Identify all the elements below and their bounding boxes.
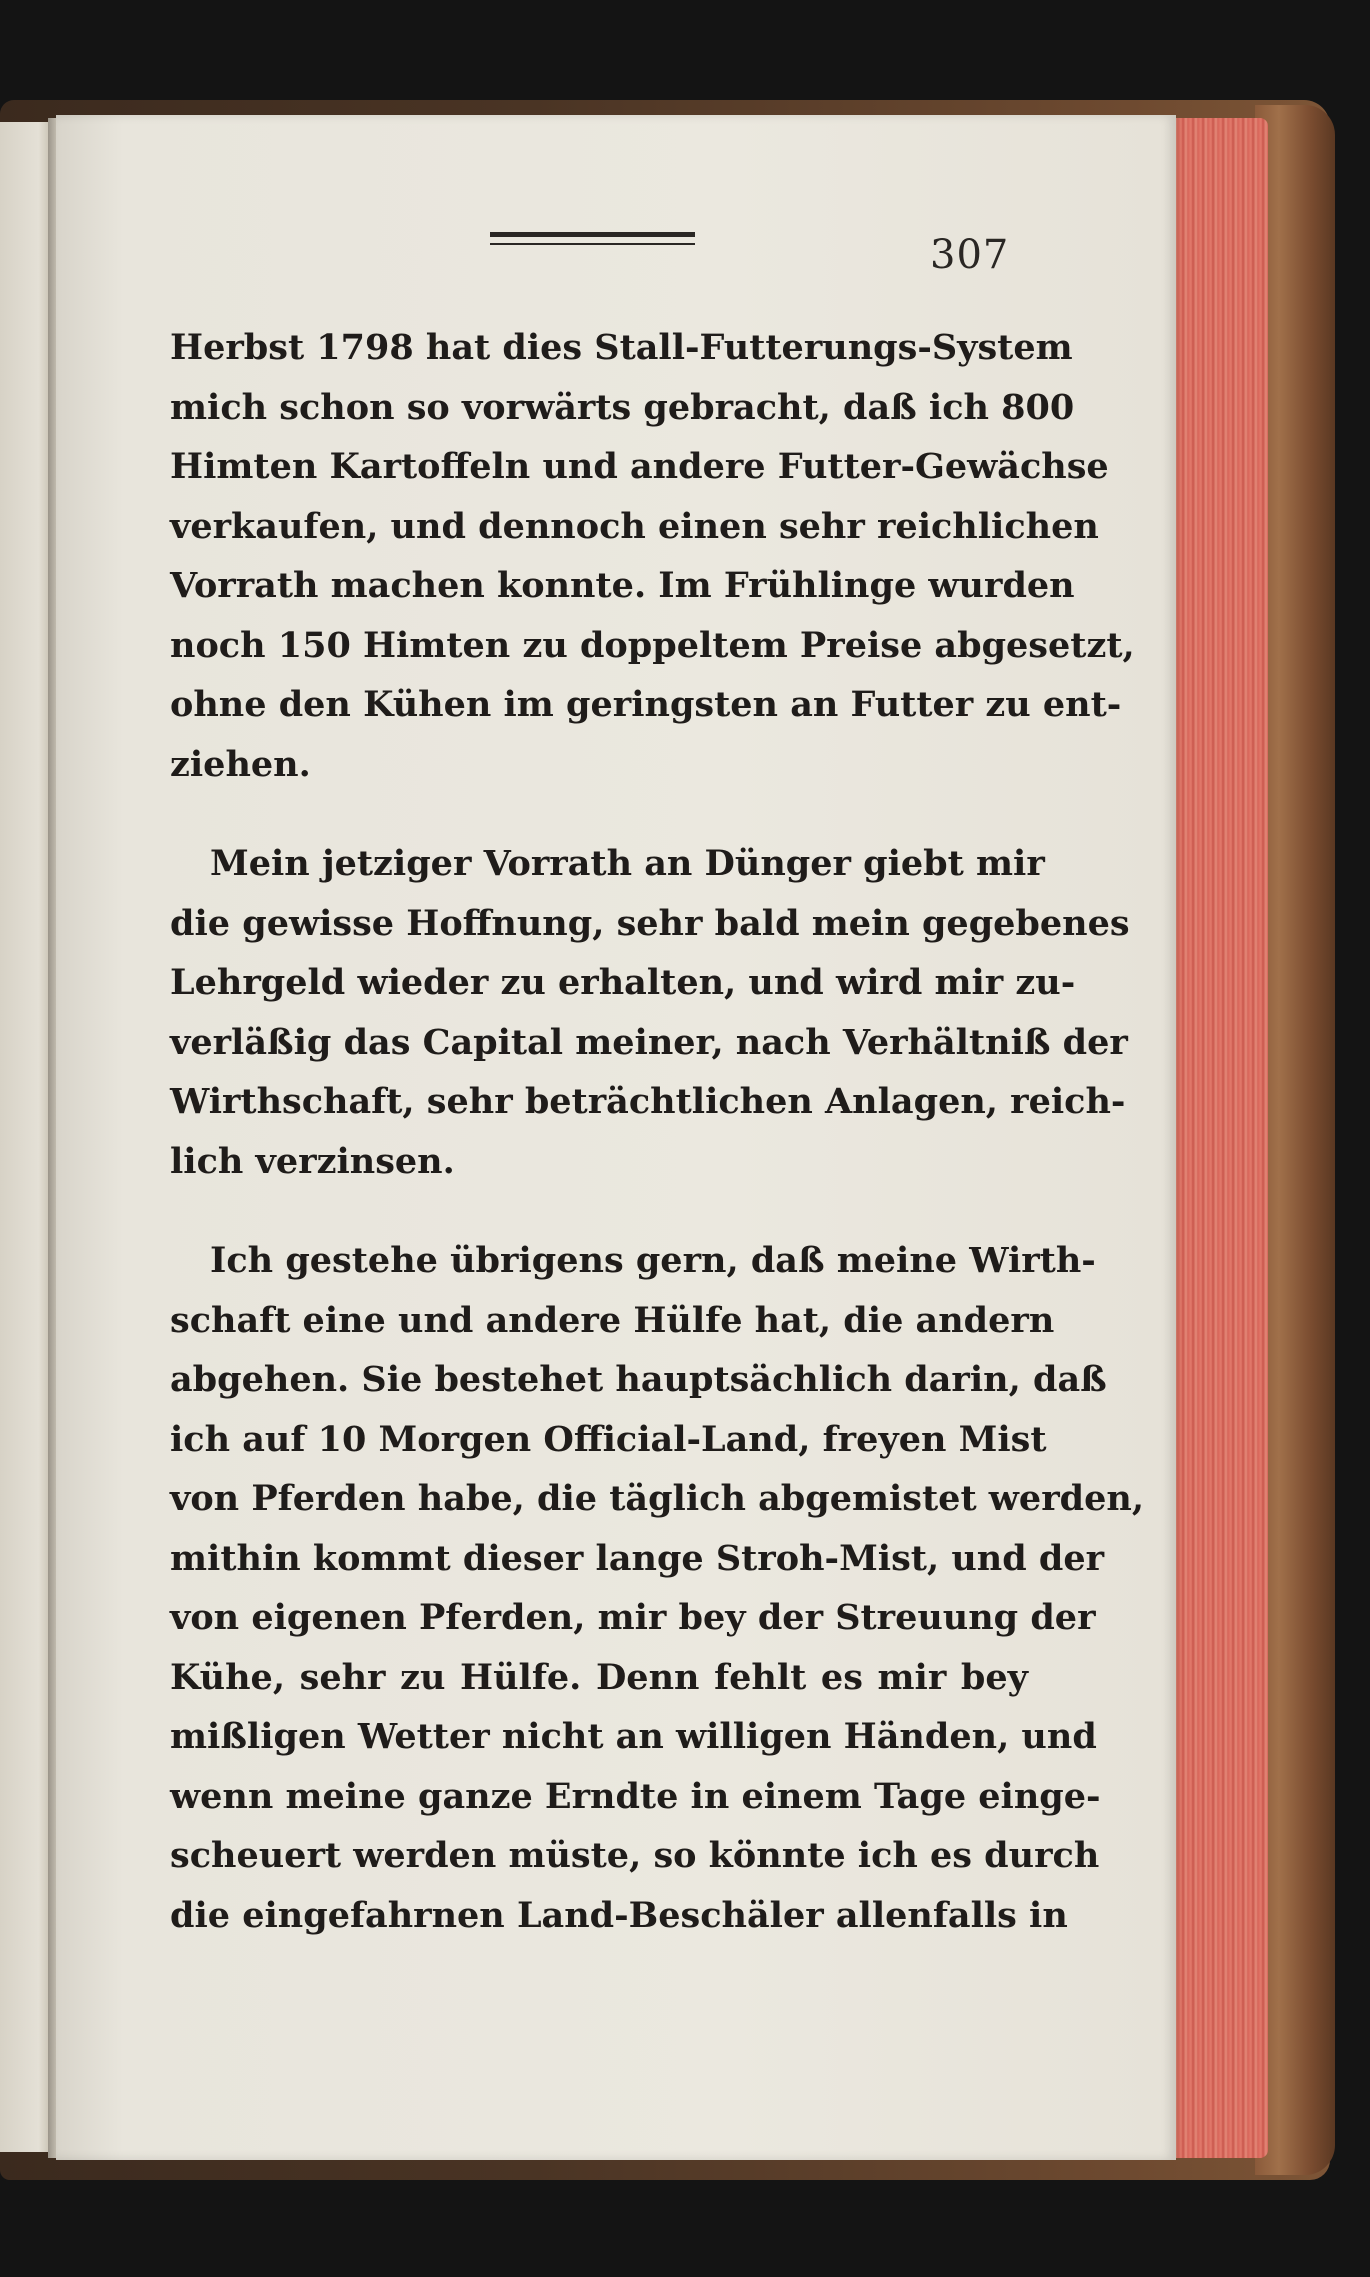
paragraph-1	[170, 318, 1135, 794]
text-line: lich verzinsen.	[170, 1140, 455, 1182]
header-rule-thin	[490, 243, 695, 245]
text-line: Himten Kartoffeln und andere Futter-Gewächse	[170, 446, 1109, 487]
text-line: mich schon so vorwärts gebracht, daß ich 800	[170, 386, 1075, 428]
text-line: von eigenen Pferden, mir bey der Streuung der	[170, 1597, 1096, 1638]
text-line: noch 150 Himten zu doppeltem Preise abgesetzt,	[170, 624, 1135, 666]
text-line: wenn meine ganze Erndte in einem Tage einge-	[170, 1775, 1101, 1817]
previous-page-leaf	[0, 122, 48, 2152]
paragraph-3	[170, 1231, 1145, 1945]
text-line: mithin kommt dieser lange Stroh-Mist, und der	[170, 1537, 1105, 1579]
text-line: ohne den Kühen im geringsten an Futter zu ent-	[170, 684, 1122, 725]
text-line: scheuert werden müste, so könnte ich es durch	[170, 1835, 1100, 1876]
text-line: Mein jetziger Vorrath an Dünger giebt mir	[210, 843, 1045, 884]
text-line: schaft eine und andere Hülfe hat, die andern	[170, 1299, 1055, 1341]
text-line: mißligen Wetter nicht an willigen Händen, und	[170, 1716, 1097, 1757]
text-line: Herbst 1798 hat dies Stall-Futterungs-System	[170, 327, 1073, 368]
text-line: verkaufen, und dennoch einen sehr reichlichen	[170, 505, 1099, 547]
header-rule	[490, 232, 695, 237]
text-line: Vorrath machen konnte. Im Frühlinge wurden	[170, 565, 1075, 606]
text-line: Kühe, sehr zu Hülfe. Denn fehlt es mir bey	[170, 1656, 1028, 1698]
text-line: Wirthschaft, sehr beträchtlichen Anlagen, reich-	[170, 1081, 1126, 1122]
text-line: die gewisse Hoffnung, sehr bald mein gegebenes	[170, 902, 1130, 944]
text-line: ich auf 10 Morgen Official-Land, freyen Mist	[170, 1418, 1047, 1460]
text-line: die eingefahrnen Land-Beschäler allenfalls in	[170, 1894, 1068, 1936]
text-line: ziehen.	[170, 743, 311, 785]
text-line: von Pferden habe, die täglich abgemistet werden,	[170, 1478, 1145, 1519]
paragraph-2	[170, 834, 1130, 1191]
red-page-edges	[1168, 118, 1268, 2158]
text-line: abgehen. Sie bestehet hauptsächlich darin, daß	[170, 1359, 1107, 1400]
text-line: verläßig das Capital meiner, nach Verhältniß der	[170, 1021, 1128, 1063]
text-line: Ich gestehe übrigens gern, daß meine Wirth-	[210, 1240, 1096, 1281]
text-line: Lehrgeld wieder zu erhalten, und wird mir zu-	[170, 962, 1076, 1003]
page-number: 307	[930, 232, 1010, 278]
body-text	[170, 318, 1145, 1985]
